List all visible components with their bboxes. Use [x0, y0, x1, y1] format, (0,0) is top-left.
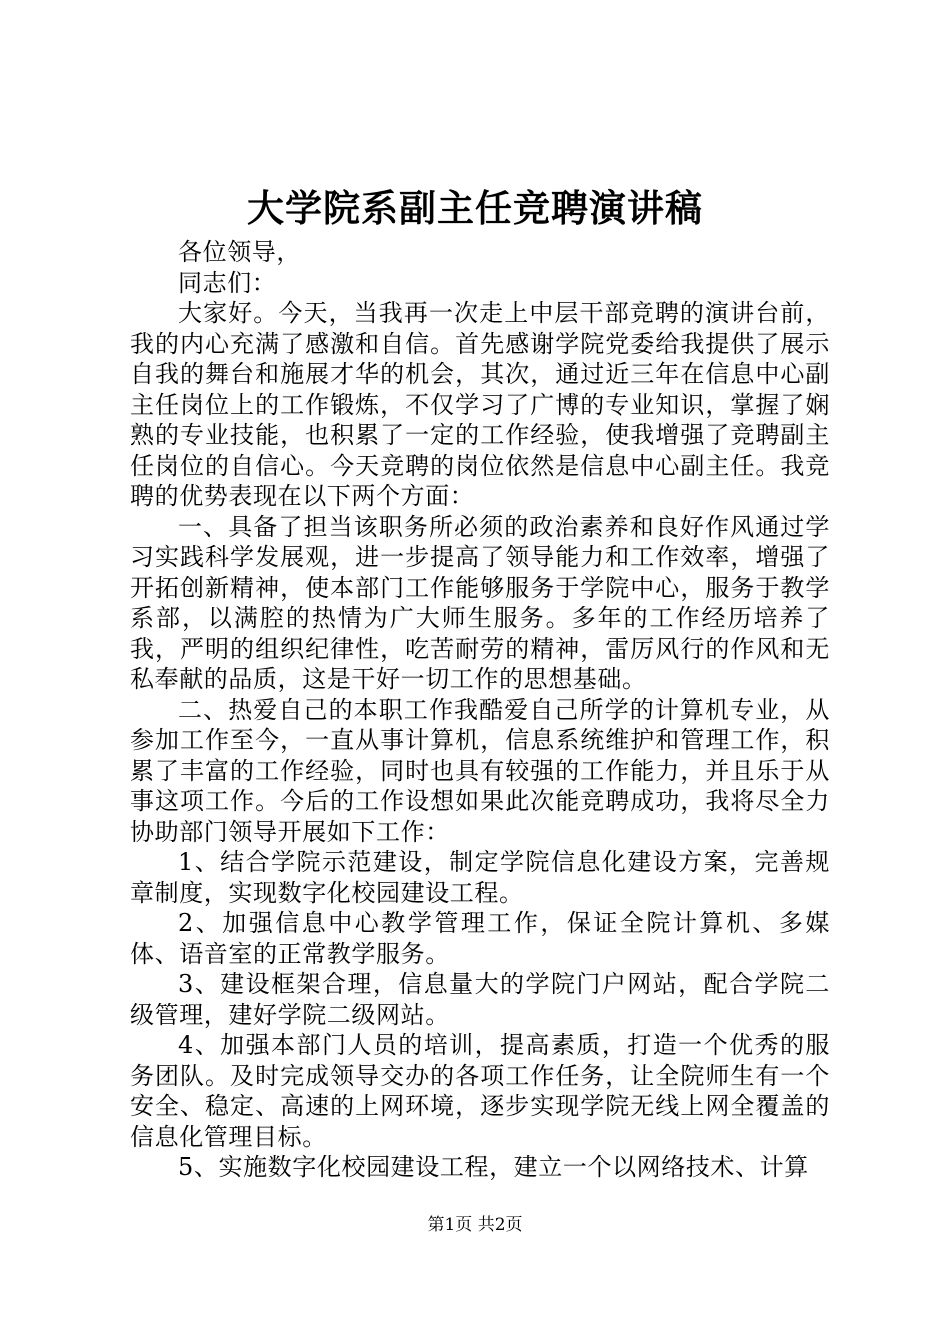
- salutation-comrades: 同志们：: [178, 268, 277, 297]
- paragraph-plan-3: 3、建设框架合理，信息量大的学院门户网站，配合学院二级管理，建好学院二级网站。: [130, 970, 830, 1029]
- paragraph-plan-5: 5、实施数字化校园建设工程，建立一个以网络技术、计算: [178, 1153, 809, 1181]
- document-title: 大学院系副主任竞聘演讲稿: [247, 186, 703, 230]
- paragraph-plan-1: 1、结合学院示范建设，制定学院信息化建设方案，完善规章制度，实现数字化校园建设工程。: [130, 848, 830, 907]
- paragraph-plan-2: 2、加强信息中心教学管理工作，保证全院计算机、多媒体、语音室的正常教学服务。: [130, 909, 830, 968]
- paragraph-advantage-1: 一、具备了担当该职务所必须的政治素养和良好作风通过学习实践科学发展观，进一步提高了领导能力和工作效率，增强了开拓创新精神，使本部门工作能够服务于学院中心，服务于教学系部，以满腔的热情为广大师生服务。多年的工作经历培养了我，严明的组织纪律性，吃苦耐劳的精神，雷厉风行的作风和无私奉献的品质，这是干好一切工作的思想基础。: [130, 512, 830, 693]
- paragraph-plan-4: 4、加强本部门人员的培训，提高素质，打造一个优秀的服务团队。及时完成领导交办的各项工作任务，让全院师生有一个安全、稳定、高速的上网环境，逐步实现学院无线上网全覆盖的信息化管理目标。: [130, 1031, 830, 1151]
- page-indicator: 第1页 共2页: [427, 1215, 523, 1235]
- paragraph-intro: 大家好。今天，当我再一次走上中层干部竞聘的演讲台前，我的内心充满了感激和自信。首先感谢学院党委给我提供了展示自我的舞台和施展才华的机会，其次，通过近三年在信息中心副主任岗位上的工作锻炼，不仅学习了广博的专业知识，掌握了娴熟的专业技能，也积累了一定的工作经验，使我增强了竞聘副主任岗位的自信心。今天竞聘的岗位依然是信息中心副主任。我竞聘的优势表现在以下两个方面：: [130, 299, 830, 510]
- paragraph-advantage-2: 二、热爱自己的本职工作我酷爱自己所学的计算机专业，从参加工作至今，一直从事计算机，信息系统维护和管理工作，积累了丰富的工作经验，同时也具有较强的工作能力，并且乐于从事这项工作。今后的工作设想如果此次能竞聘成功，我将尽全力协助部门领导开展如下工作：: [130, 695, 830, 846]
- document-body: [130, 237, 830, 1183]
- salutation-leaders: 各位领导，: [178, 238, 301, 266]
